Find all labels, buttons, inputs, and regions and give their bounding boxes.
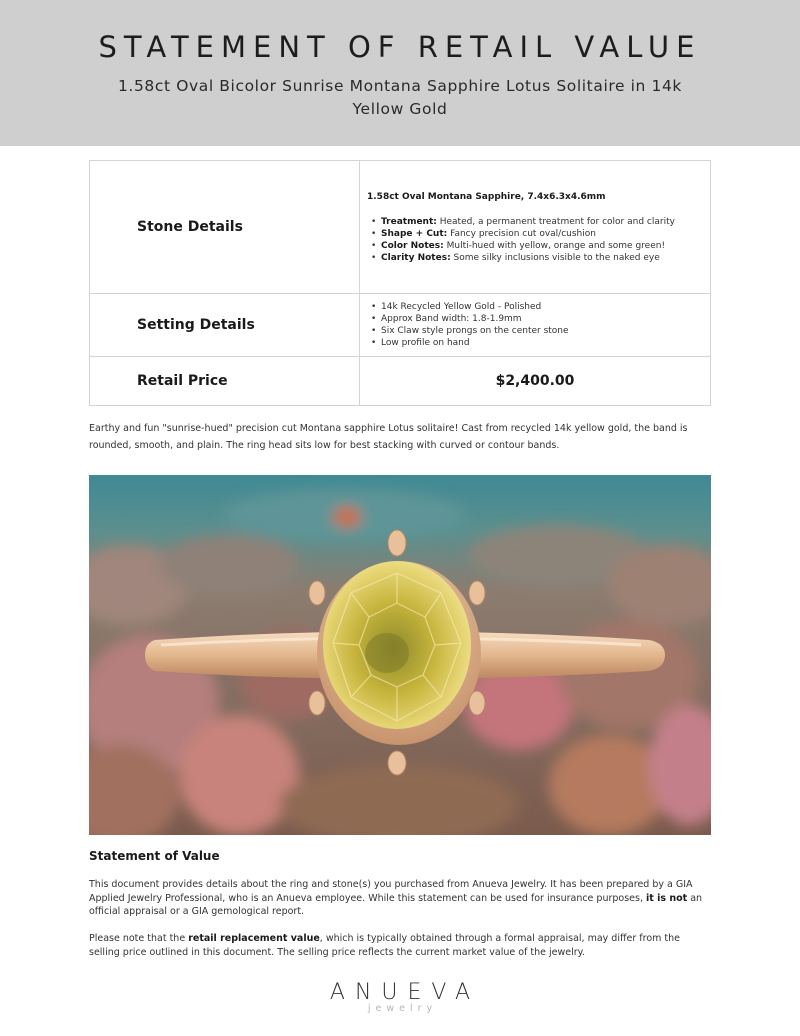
details-table (89, 160, 711, 406)
logo-subtext: jewelry (367, 1003, 438, 1014)
list-item: • 14k Recycled Yellow Gold - Polished (367, 301, 704, 313)
stone-details-list (367, 216, 704, 264)
list-item: • Shape + Cut: Fancy precision cut oval/cushion (367, 228, 704, 240)
stone-details-row (90, 161, 711, 294)
statement-paragraph-2: Please note that the retail replacement value, which is typically obtained through a formal appraisal, may differ from the selling price outlined in this document. The selling price reflects the current market value of the jewelry. (89, 933, 681, 958)
ring-illustration (89, 475, 711, 835)
header-banner (0, 0, 800, 146)
page-title: STATEMENT OF RETAIL VALUE (98, 30, 702, 64)
setting-details-row (90, 294, 711, 357)
retail-price-row (90, 357, 711, 406)
list-item: • Low profile on hand (367, 337, 704, 349)
stone-title: 1.58ct Oval Montana Sapphire, 7.4x6.3x4.6mm (367, 191, 606, 202)
list-item: • Treatment: Heated, a permanent treatment for color and clarity (367, 216, 704, 228)
brand-logo (300, 980, 500, 1014)
list-item: • Six Claw style prongs on the center stone (367, 325, 704, 337)
statement-paragraph-1: This document provides details about the ring and stone(s) you purchased from Anueva Jewelry. It has been prepared by a GIA Applied Jewelry Professional, who is an Anueva employee. While this statement can be used for insurance purposes, it is not an official appraisal or a GIA gemological report. (89, 879, 703, 917)
list-item: • Approx Band width: 1.8-1.9mm (367, 313, 704, 325)
list-item: • Clarity Notes: Some silky inclusions visible to the naked eye (367, 252, 704, 264)
list-item: • Color Notes: Multi-hued with yellow, orange and some green! (367, 240, 704, 252)
retail-price-label: Retail Price (90, 357, 360, 406)
setting-details-content (360, 294, 711, 357)
setting-details-label: Setting Details (90, 294, 360, 357)
setting-details-list (367, 301, 704, 349)
sapphire-stone (317, 561, 481, 745)
product-description: Earthy and fun "sunrise-hued" precision cut Montana sapphire Lotus solitaire! Cast from recycled 14k yellow gold, the band is rounded, smooth, and plain. The ring head sits low for best stacking with curved or contour bands. (89, 423, 688, 451)
stone-details-content (360, 161, 711, 294)
stone-details-label: Stone Details (90, 161, 360, 294)
statement-title: Statement of Value (89, 849, 220, 863)
retail-price-value: $2,400.00 (360, 357, 711, 406)
product-subtitle: 1.58ct Oval Bicolor Sunrise Montana Sapphire Lotus Solitaire in 14k Yellow Gold (117, 77, 683, 118)
ring-photo (89, 475, 711, 835)
logo-wordmark: ANUEVA (329, 980, 481, 1005)
